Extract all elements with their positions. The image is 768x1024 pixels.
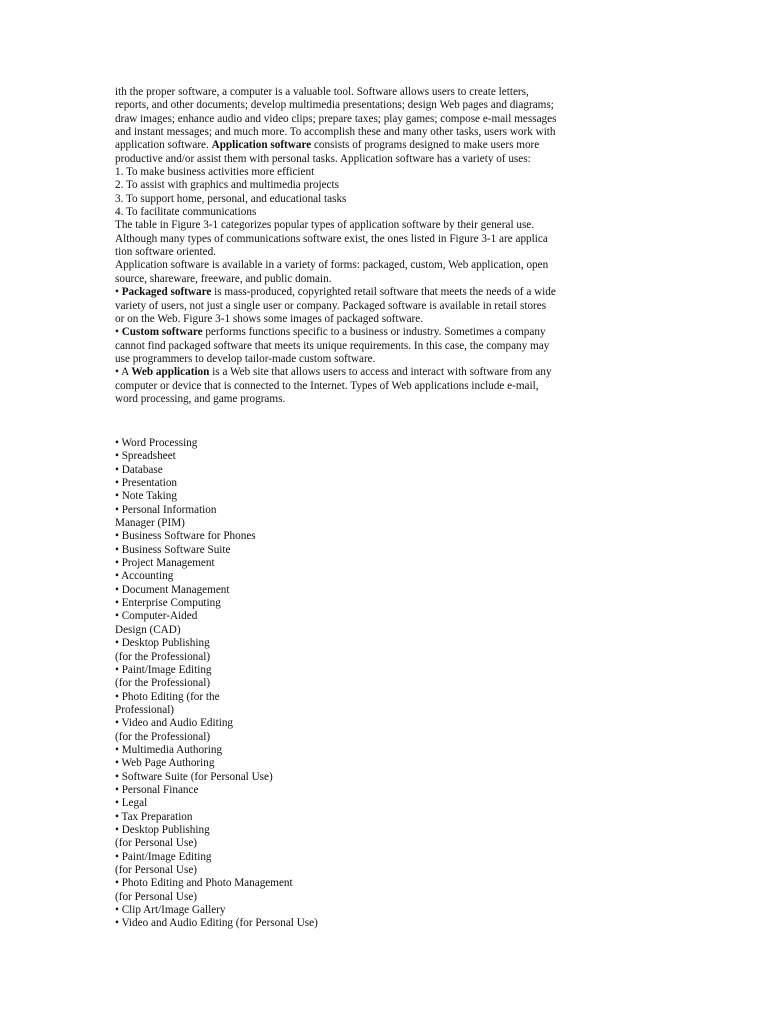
- text-line: [115, 393, 605, 406]
- text-run: Although many types of communications software exist, the ones listed in Figure 3-1 are applica: [115, 232, 548, 245]
- text-run: 4. To facilitate communications: [115, 206, 257, 219]
- list-item: • Document Management: [115, 583, 230, 596]
- text-run: is mass-produced, copyrighted retail software that meets the needs of a wide: [211, 286, 556, 299]
- list-item: • Video and Audio Editing (for Personal Use): [115, 917, 318, 930]
- text-line: [115, 86, 605, 99]
- list-item: (for the Professional): [115, 730, 211, 743]
- text-line: [115, 340, 605, 353]
- list-item: • Personal Information: [115, 503, 217, 516]
- list-item: • Paint/Image Editing: [115, 663, 212, 676]
- list-item: • Presentation: [115, 477, 178, 490]
- text-line: [115, 380, 605, 393]
- list-item: • Desktop Publishing: [115, 823, 210, 836]
- text-run: •: [115, 326, 122, 339]
- list-item: Professional): [115, 703, 175, 716]
- list-item: • Photo Editing and Photo Management: [115, 877, 293, 890]
- text-line: [115, 139, 605, 152]
- list-item: (for Personal Use): [115, 890, 198, 903]
- text-line: [115, 99, 605, 112]
- list-item: (for the Professional): [115, 650, 211, 663]
- text-line: [115, 300, 605, 313]
- list-item: • Paint/Image Editing: [115, 850, 212, 863]
- list-item: • Video and Audio Editing: [115, 717, 234, 730]
- list-item: • Enterprise Computing: [115, 597, 221, 610]
- text-run: The table in Figure 3-1 categorizes popular types of application software by their general use.: [115, 219, 535, 232]
- text-line: [115, 366, 605, 379]
- text-line: [115, 286, 605, 299]
- text-run: word processing, and game programs.: [115, 392, 286, 405]
- text-line: [115, 273, 605, 286]
- bold-term: Packaged software: [121, 286, 212, 299]
- list-item: (for the Professional): [115, 677, 211, 690]
- list-item: • Spreadsheet: [115, 450, 176, 463]
- text-line: [115, 206, 605, 219]
- text-line: [115, 113, 605, 126]
- list-item: • Database: [115, 463, 163, 476]
- list-item: Design (CAD): [115, 623, 181, 636]
- text-line: [115, 126, 605, 139]
- list-item: • Clip Art/Image Gallery: [115, 904, 226, 917]
- bold-term: Web application: [131, 366, 210, 379]
- text-run: application software.: [115, 139, 212, 152]
- list-item: • Web Page Authoring: [115, 757, 215, 770]
- list-item: • Project Management: [115, 557, 215, 570]
- text-run: •: [115, 286, 122, 299]
- list-item: Manager (PIM): [115, 517, 185, 530]
- list-item: (for Personal Use): [115, 864, 198, 876]
- text-run: variety of users, not just a single user or company. Packaged software is available in retail stores: [115, 299, 547, 312]
- text-line: [115, 193, 605, 206]
- list-item: • Note Taking: [115, 490, 177, 503]
- text-line: [115, 353, 605, 366]
- text-line: [115, 219, 605, 232]
- list-item: • Software Suite (for Personal Use): [115, 770, 273, 783]
- text-line: [115, 179, 605, 192]
- text-run: source, shareware, freeware, and public domain.: [115, 272, 332, 285]
- list-item: • Business Software for Phones: [115, 530, 256, 543]
- text-line: [115, 166, 605, 179]
- text-line: [115, 233, 605, 246]
- text-run: cannot find packaged software that meets its unique requirements. In this case, the company may: [115, 339, 550, 352]
- text-run: • A: [115, 366, 132, 379]
- text-run: computer or device that is connected to the Internet. Types of Web applications include e-mail,: [115, 379, 539, 392]
- text-run: and instant messages; and much more. To accomplish these and many other tasks, users work with: [115, 126, 556, 139]
- text-run: consists of programs designed to make users more: [311, 139, 540, 152]
- text-run: performs functions specific to a business or industry. Sometimes a company: [202, 326, 546, 339]
- list-item: • Business Software Suite: [115, 543, 231, 556]
- text-run: 3. To support home, personal, and educational tasks: [115, 192, 347, 205]
- list-item: (for Personal Use): [115, 837, 198, 850]
- list-item: • Multimedia Authoring: [115, 743, 223, 756]
- text-line: [115, 313, 605, 326]
- text-run: ith the proper software, a computer is a valuable tool. Software allows users to create letters,: [115, 86, 529, 98]
- text-run: 2. To assist with graphics and multimedia projects: [115, 179, 339, 192]
- list-item: • Accounting: [115, 570, 174, 583]
- list-item: • Word Processing: [115, 437, 198, 449]
- text-run: is a Web site that allows users to access and interact with software from any: [209, 366, 552, 379]
- text-run: reports, and other documents; develop multimedia presentations; design Web pages and diagrams;: [115, 99, 554, 112]
- list-item: • Personal Finance: [115, 783, 199, 796]
- text-line: [115, 259, 605, 272]
- list-item: • Desktop Publishing: [115, 637, 210, 650]
- bold-term: Application software: [211, 139, 312, 152]
- list-item: • Photo Editing (for the: [115, 690, 220, 703]
- text-run: productive and/or assist them with personal tasks. Application software has a variety of uses:: [115, 152, 531, 165]
- list-item: • Computer-Aided: [115, 610, 198, 623]
- text-run: Application software is available in a variety of forms: packaged, custom, Web application, open: [115, 259, 549, 272]
- text-line: [115, 153, 605, 166]
- text-run: tion software oriented.: [115, 246, 216, 259]
- list-item: • Legal: [115, 797, 148, 810]
- text-line: [115, 326, 605, 339]
- text-run: use programmers to develop tailor-made custom software.: [115, 352, 376, 365]
- software-category-list: [115, 437, 415, 931]
- list-item: • Tax Preparation: [115, 810, 193, 823]
- text-run: or on the Web. Figure 3-1 shows some images of packaged software.: [115, 312, 424, 325]
- bold-term: Custom software: [121, 326, 203, 339]
- text-run: 1. To make business activities more efficient: [115, 166, 315, 179]
- text-run: draw images; enhance audio and video clips; prepare taxes; play games; compose e-mail messages: [115, 112, 557, 125]
- body-text: [115, 86, 605, 406]
- text-line: [115, 246, 605, 259]
